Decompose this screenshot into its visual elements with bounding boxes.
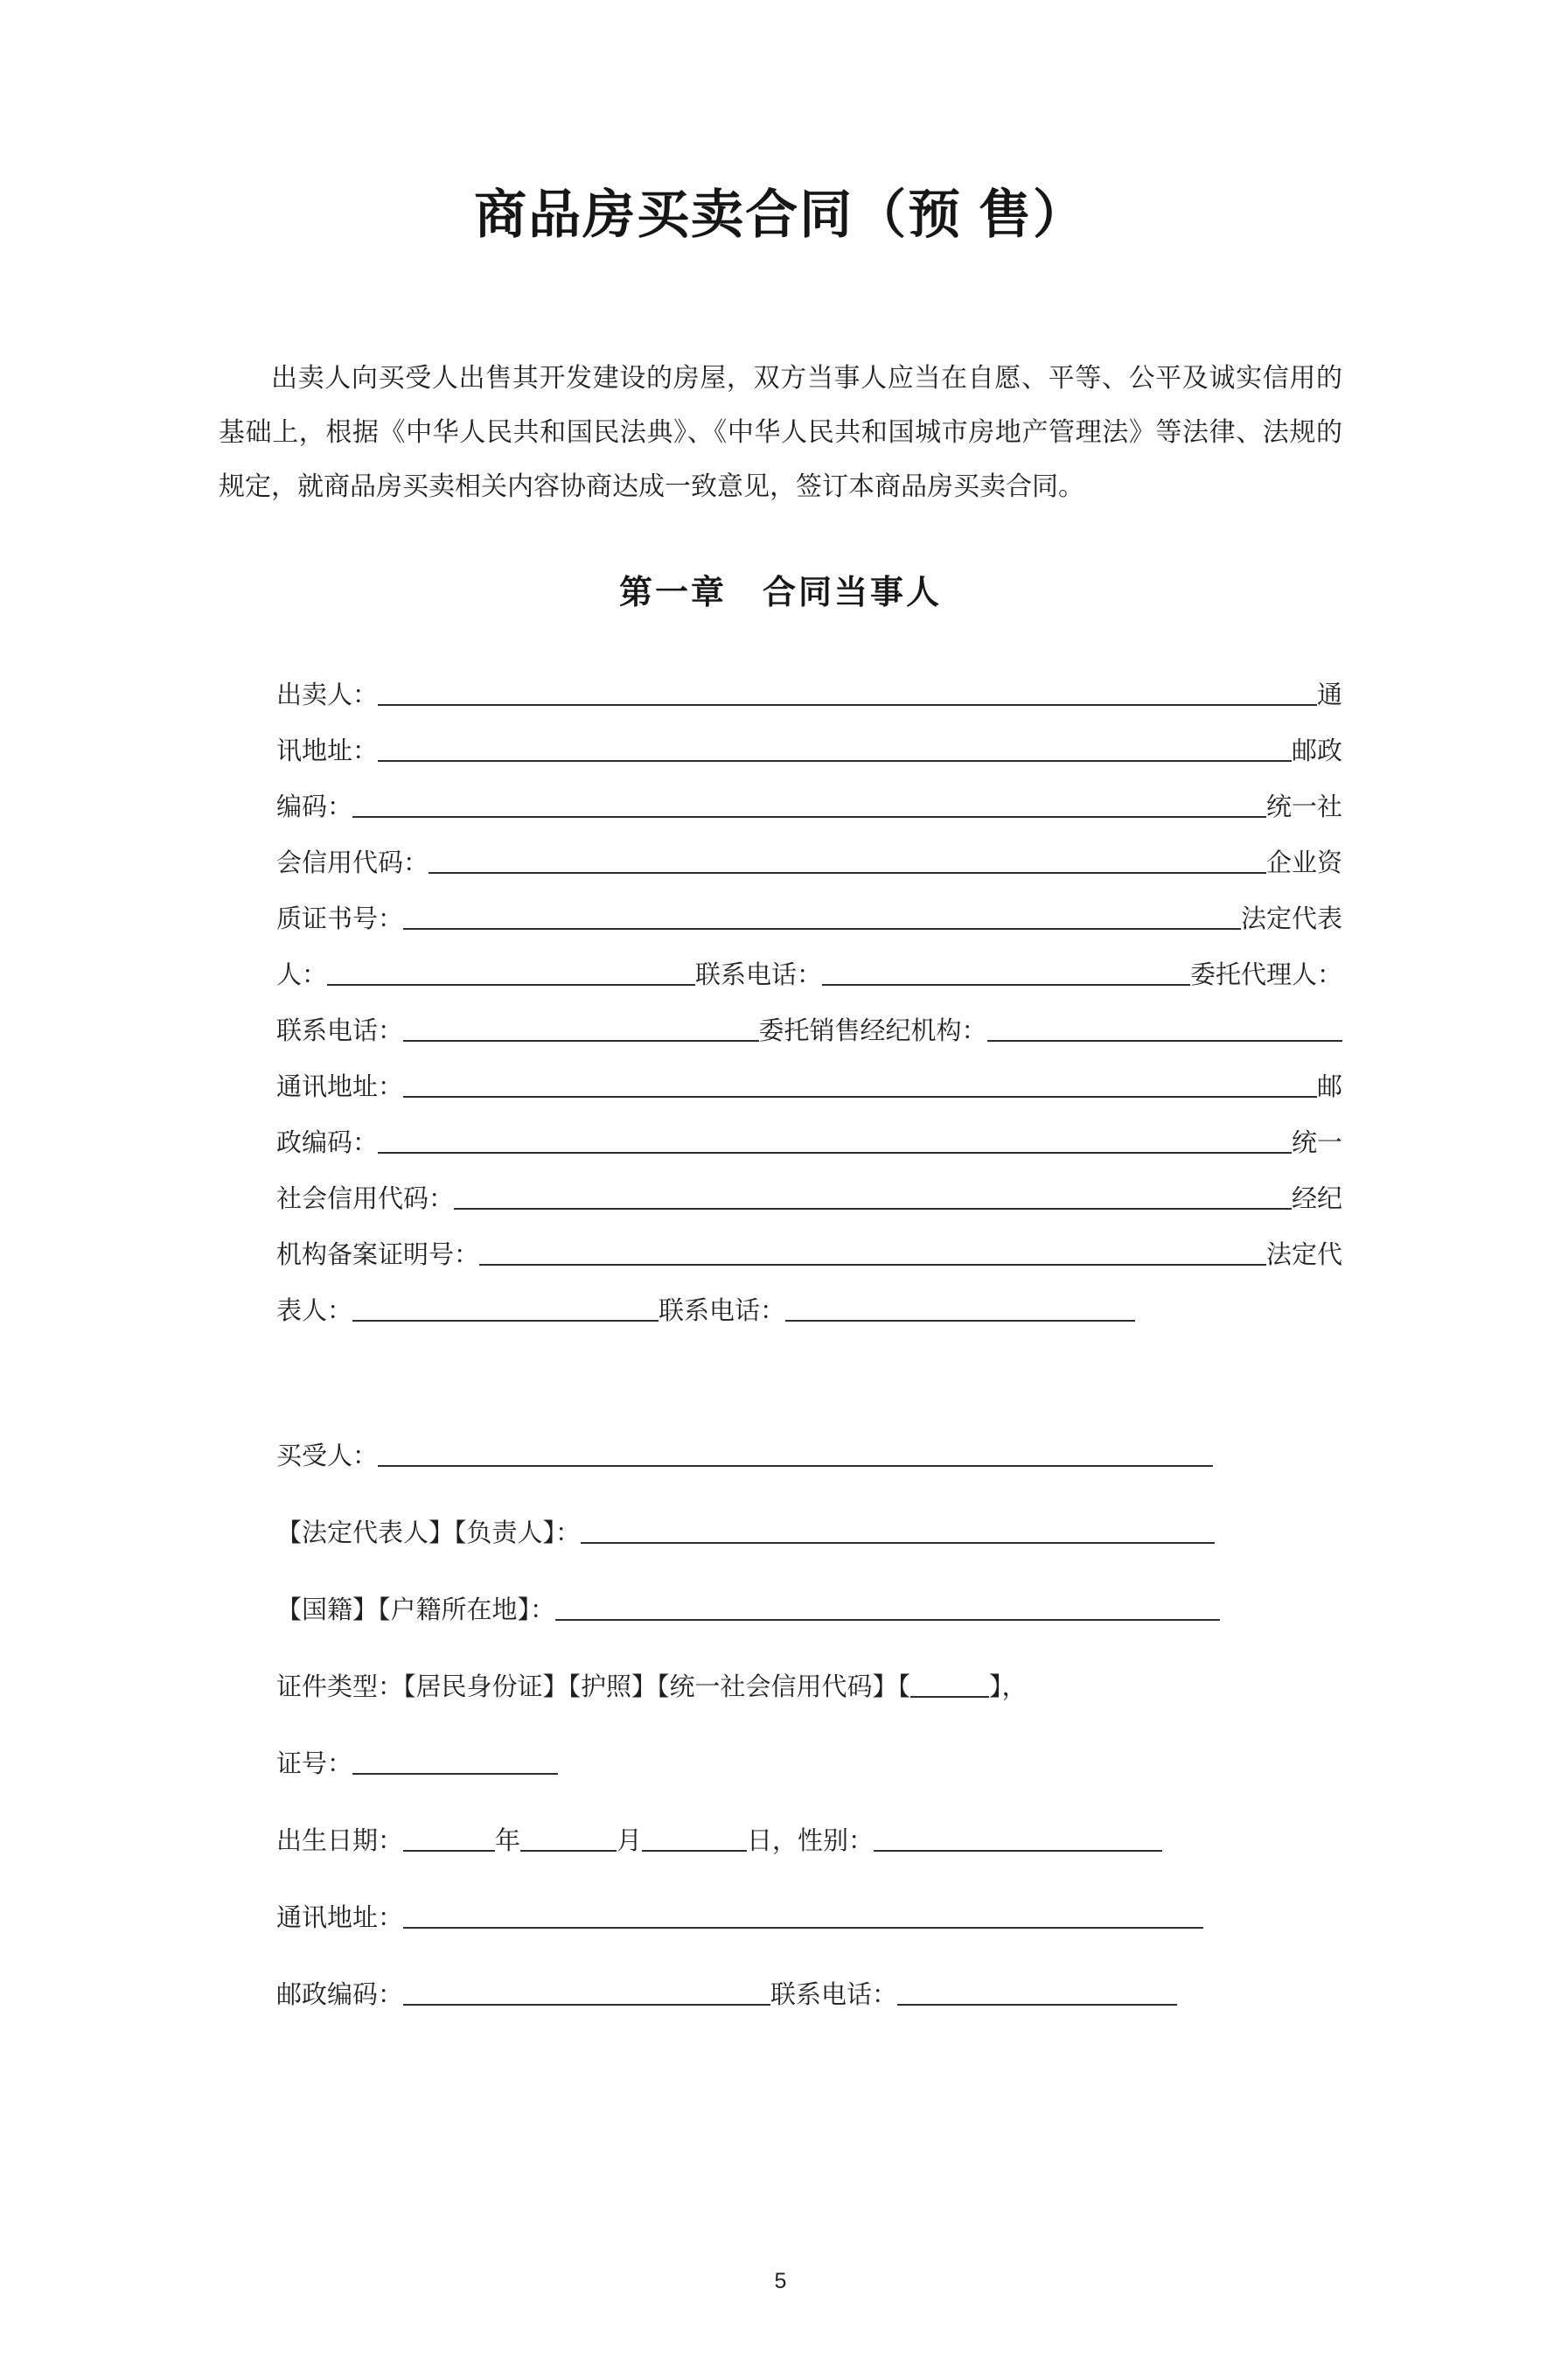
field-label: 邮 (1316, 1073, 1342, 1101)
blank-underline (403, 1923, 1203, 1929)
blank-underline (897, 2000, 1177, 2006)
field-label: 出卖人： (276, 681, 379, 709)
field-label: 会信用代码： (276, 849, 429, 877)
field-label: 日，性别： (747, 1827, 875, 1855)
field-label: 年 (495, 1827, 521, 1855)
field-label: 法定代 (1265, 1241, 1342, 1269)
field-label: 编码： (276, 793, 353, 821)
form-line (276, 937, 1342, 993)
field-label: 联系电话： (276, 1017, 404, 1045)
field-label: 邮政编码： (276, 1981, 404, 2009)
form-line (276, 1397, 1342, 1474)
field-label: 表人： (276, 1297, 353, 1325)
blank-underline (352, 1769, 558, 1775)
field-label: 政编码： (276, 1129, 379, 1157)
field-label: 委托代理人： (1190, 961, 1343, 989)
form-line (276, 1273, 1342, 1329)
blank-underline (403, 2000, 770, 2006)
field-label: 经纪 (1291, 1185, 1342, 1213)
seller-info-section (219, 657, 1342, 1329)
field-label: 出生日期： (276, 1827, 404, 1855)
blank-underline (327, 981, 695, 986)
field-label: 【法定代表人】【负责人】： (276, 1519, 582, 1547)
field-label: 通 (1316, 681, 1342, 709)
field-label: 企业资 (1265, 849, 1342, 877)
form-line (276, 993, 1342, 1049)
contract-page (0, 173, 1561, 2380)
field-label: 人： (276, 961, 328, 989)
field-label: 联系电话： (770, 1981, 898, 2009)
blank-underline (581, 1539, 1215, 1544)
blank-underline (822, 981, 1190, 986)
blank-underline (454, 1204, 1292, 1210)
field-label: 邮政 (1291, 737, 1342, 765)
blank-underline (479, 1260, 1266, 1266)
blank-underline (403, 1846, 495, 1852)
field-label: 联系电话： (659, 1297, 786, 1325)
form-line (276, 1628, 1342, 1705)
form-line (276, 1705, 1342, 1782)
blank-underline (352, 813, 1266, 818)
form-line (276, 825, 1342, 881)
blank-underline (403, 1092, 1317, 1098)
blank-underline (910, 1693, 989, 1698)
field-label: 【国籍】【户籍所在地】： (276, 1596, 556, 1624)
field-label: 统一社 (1265, 793, 1342, 821)
form-line (276, 881, 1342, 937)
form-line (276, 1105, 1342, 1161)
form-line (276, 1859, 1342, 1936)
blank-underline (874, 1846, 1162, 1852)
field-label: 机构备案证明号： (276, 1241, 480, 1269)
document-title: 商品房买卖合同（预 售） (474, 185, 1087, 244)
blank-underline (403, 1036, 758, 1042)
field-label: 法定代表 (1240, 905, 1342, 933)
blank-underline (520, 1846, 617, 1852)
field-label: 联系电话： (695, 961, 823, 989)
form-line (276, 1936, 1342, 2013)
form-line (276, 713, 1342, 769)
form-line (276, 1217, 1342, 1273)
field-label: 月 (617, 1827, 643, 1855)
field-label: 统一 (1291, 1129, 1342, 1157)
blank-underline (403, 925, 1241, 930)
buyer-info-section (219, 1397, 1342, 2013)
form-line (276, 769, 1342, 825)
blank-underline (378, 701, 1317, 706)
field-label: 证号： (276, 1750, 353, 1778)
blank-underline (378, 757, 1292, 762)
field-label: 讯地址： (276, 737, 379, 765)
form-line (276, 657, 1342, 713)
blank-underline (378, 1148, 1292, 1154)
page-number: 5 (774, 2269, 787, 2293)
field-label: 】， (989, 1673, 1028, 1701)
field-label: 证件类型：【居民身份证】【护照】【统一社会信用代码】【 (276, 1673, 911, 1701)
form-line (276, 1551, 1342, 1628)
field-label: 委托销售经纪机构： (758, 1017, 987, 1045)
form-line (276, 1474, 1342, 1551)
blank-underline (429, 869, 1266, 874)
blank-underline (785, 1316, 1135, 1322)
blank-underline (987, 1036, 1342, 1042)
intro-paragraph: 出卖人向买受人出售其开发建设的房屋，双方当事人应当在自愿、平等、公平及诚实信用的基础上，根据《中华人民共和国民法典》、《中华人民共和国城市房地产管理法》等法律、法规的规定，就商品房买卖相关内容协商达成一致意见，签订本商品房买卖合同。 (219, 364, 1342, 501)
field-label: 社会信用代码： (276, 1185, 455, 1213)
blank-underline (642, 1846, 747, 1852)
form-line (276, 1049, 1342, 1105)
form-line (276, 1161, 1342, 1217)
chapter-heading: 第一章 合同当事人 (618, 575, 942, 611)
form-line (276, 1782, 1342, 1859)
blank-underline (555, 1616, 1220, 1621)
blank-underline (352, 1316, 659, 1322)
field-label: 买受人： (276, 1442, 379, 1470)
field-label: 通讯地址： (276, 1904, 404, 1932)
field-label: 通讯地址： (276, 1073, 404, 1101)
field-label: 质证书号： (276, 905, 404, 933)
blank-underline (378, 1462, 1213, 1467)
